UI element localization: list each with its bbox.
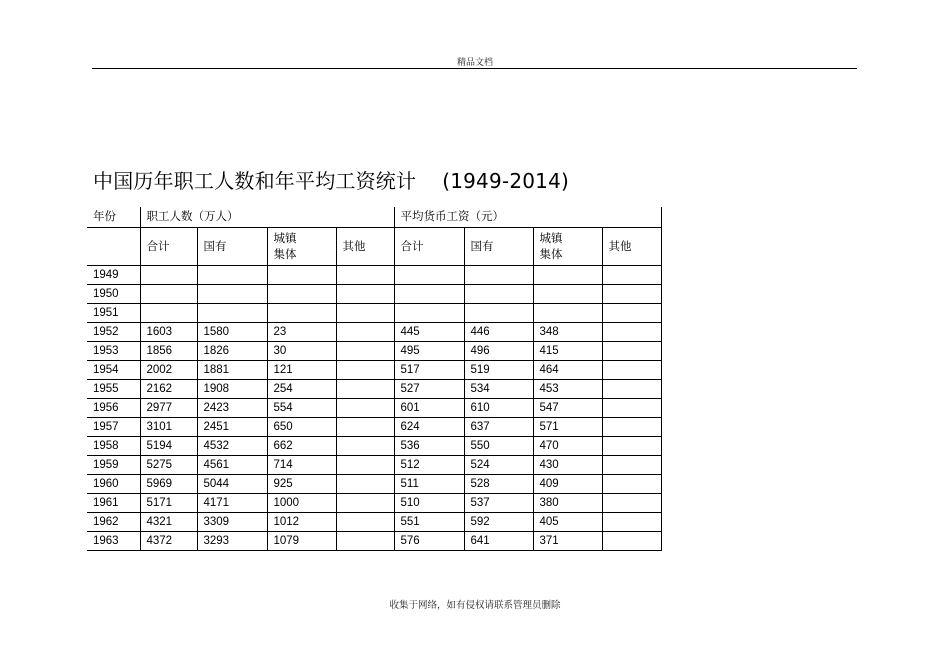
year-subheader-blank bbox=[87, 228, 140, 266]
workers-other-header: 其他 bbox=[336, 228, 394, 266]
title-year-range: (1949-2014) bbox=[442, 169, 570, 193]
year-cell: 1962 bbox=[87, 513, 140, 532]
wages-collective-header bbox=[533, 228, 602, 266]
workers-group-header: 职工人数（万人） bbox=[140, 207, 394, 228]
year-cell: 1954 bbox=[87, 361, 140, 380]
workers-state-cell: 2423 bbox=[197, 399, 267, 418]
workers-state-cell: 1908 bbox=[197, 380, 267, 399]
workers-other-cell bbox=[336, 494, 394, 513]
wages-state-cell bbox=[464, 285, 533, 304]
wages-total-cell: 551 bbox=[394, 513, 464, 532]
wages-total-cell: 512 bbox=[394, 456, 464, 475]
header-divider bbox=[92, 68, 857, 69]
wages-total-cell: 511 bbox=[394, 475, 464, 494]
workers-other-cell bbox=[336, 437, 394, 456]
wages-total-cell: 536 bbox=[394, 437, 464, 456]
year-cell: 1952 bbox=[87, 323, 140, 342]
year-cell: 1959 bbox=[87, 456, 140, 475]
workers-total-cell: 1856 bbox=[140, 342, 197, 361]
workers-collective-line2: 集体 bbox=[273, 248, 297, 261]
wages-state-cell: 610 bbox=[464, 399, 533, 418]
workers-total-cell: 1603 bbox=[140, 323, 197, 342]
workers-other-cell bbox=[336, 361, 394, 380]
wages-collective-cell bbox=[533, 285, 602, 304]
wages-other-cell bbox=[602, 361, 661, 380]
year-cell: 1958 bbox=[87, 437, 140, 456]
wages-state-cell: 592 bbox=[464, 513, 533, 532]
wages-collective-cell: 348 bbox=[533, 323, 602, 342]
page-footer-text: 收集于网络，如有侵权请联系管理员删除 bbox=[389, 600, 561, 611]
workers-state-cell: 4532 bbox=[197, 437, 267, 456]
wages-collective-cell: 415 bbox=[533, 342, 602, 361]
wages-collective-cell: 430 bbox=[533, 456, 602, 475]
workers-state-cell: 1580 bbox=[197, 323, 267, 342]
table-row bbox=[87, 285, 661, 304]
page-header-text: 精品文档 bbox=[456, 58, 493, 68]
wage-statistics-table bbox=[87, 207, 662, 551]
wages-total-cell bbox=[394, 266, 464, 285]
workers-total-cell: 4321 bbox=[140, 513, 197, 532]
wages-collective-cell: 453 bbox=[533, 380, 602, 399]
workers-other-cell bbox=[336, 475, 394, 494]
table-row bbox=[87, 437, 661, 456]
wages-state-cell: 534 bbox=[464, 380, 533, 399]
table-row bbox=[87, 361, 661, 380]
workers-total-cell bbox=[140, 285, 197, 304]
workers-collective-cell: 254 bbox=[267, 380, 336, 399]
wages-other-cell bbox=[602, 304, 661, 323]
workers-collective-cell: 1012 bbox=[267, 513, 336, 532]
wages-collective-cell: 470 bbox=[533, 437, 602, 456]
wages-other-cell bbox=[602, 456, 661, 475]
year-column-header: 年份 bbox=[87, 207, 140, 228]
workers-state-cell: 3309 bbox=[197, 513, 267, 532]
wages-state-cell: 446 bbox=[464, 323, 533, 342]
header-row-groups bbox=[87, 207, 661, 228]
wages-total-header: 合计 bbox=[394, 228, 464, 266]
wages-other-cell bbox=[602, 513, 661, 532]
workers-state-cell bbox=[197, 285, 267, 304]
wages-state-cell bbox=[464, 266, 533, 285]
workers-collective-cell bbox=[267, 266, 336, 285]
workers-state-cell: 1826 bbox=[197, 342, 267, 361]
workers-collective-cell: 662 bbox=[267, 437, 336, 456]
wages-total-cell: 517 bbox=[394, 361, 464, 380]
workers-state-cell bbox=[197, 266, 267, 285]
workers-state-cell: 3293 bbox=[197, 532, 267, 551]
year-cell: 1955 bbox=[87, 380, 140, 399]
workers-collective-cell: 23 bbox=[267, 323, 336, 342]
workers-state-cell bbox=[197, 304, 267, 323]
workers-total-cell bbox=[140, 304, 197, 323]
wages-other-cell bbox=[602, 494, 661, 513]
wages-state-cell: 519 bbox=[464, 361, 533, 380]
workers-collective-cell bbox=[267, 285, 336, 304]
workers-other-cell bbox=[336, 456, 394, 475]
wages-other-cell bbox=[602, 437, 661, 456]
wages-collective-cell: 464 bbox=[533, 361, 602, 380]
wages-total-cell: 510 bbox=[394, 494, 464, 513]
workers-state-cell: 4561 bbox=[197, 456, 267, 475]
workers-collective-cell: 650 bbox=[267, 418, 336, 437]
wages-total-cell: 527 bbox=[394, 380, 464, 399]
wages-state-header: 国有 bbox=[464, 228, 533, 266]
wages-total-cell: 445 bbox=[394, 323, 464, 342]
year-cell: 1956 bbox=[87, 399, 140, 418]
wages-state-cell: 524 bbox=[464, 456, 533, 475]
year-cell: 1953 bbox=[87, 342, 140, 361]
table-row bbox=[87, 475, 661, 494]
wages-state-cell: 537 bbox=[464, 494, 533, 513]
table-body bbox=[87, 266, 661, 551]
table-row bbox=[87, 266, 661, 285]
workers-state-cell: 5044 bbox=[197, 475, 267, 494]
table-row bbox=[87, 399, 661, 418]
workers-other-cell bbox=[336, 342, 394, 361]
workers-state-cell: 1881 bbox=[197, 361, 267, 380]
header-row-subcolumns bbox=[87, 228, 661, 266]
wages-other-cell bbox=[602, 285, 661, 304]
workers-other-cell bbox=[336, 399, 394, 418]
table-row bbox=[87, 304, 661, 323]
workers-other-cell bbox=[336, 418, 394, 437]
wages-state-cell: 496 bbox=[464, 342, 533, 361]
wages-state-cell: 641 bbox=[464, 532, 533, 551]
wages-other-cell bbox=[602, 342, 661, 361]
workers-other-cell bbox=[336, 380, 394, 399]
year-cell: 1951 bbox=[87, 304, 140, 323]
wages-total-cell: 495 bbox=[394, 342, 464, 361]
wages-collective-cell bbox=[533, 304, 602, 323]
workers-state-header: 国有 bbox=[197, 228, 267, 266]
workers-total-cell: 3101 bbox=[140, 418, 197, 437]
wages-collective-cell: 571 bbox=[533, 418, 602, 437]
workers-total-cell: 2162 bbox=[140, 380, 197, 399]
wages-collective-line2: 集体 bbox=[539, 248, 563, 261]
wages-total-cell bbox=[394, 285, 464, 304]
wages-collective-cell: 547 bbox=[533, 399, 602, 418]
wages-collective-line1: 城镇 bbox=[539, 232, 563, 245]
wages-group-header: 平均货币工资（元） bbox=[394, 207, 661, 228]
wages-other-header: 其他 bbox=[602, 228, 661, 266]
year-cell: 1963 bbox=[87, 532, 140, 551]
table-row bbox=[87, 532, 661, 551]
wages-total-cell: 601 bbox=[394, 399, 464, 418]
workers-total-cell: 2977 bbox=[140, 399, 197, 418]
wages-total-cell: 624 bbox=[394, 418, 464, 437]
workers-collective-header bbox=[267, 228, 336, 266]
wages-total-cell bbox=[394, 304, 464, 323]
workers-total-cell: 5969 bbox=[140, 475, 197, 494]
workers-total-cell: 4372 bbox=[140, 532, 197, 551]
workers-total-header: 合计 bbox=[140, 228, 197, 266]
workers-collective-cell: 714 bbox=[267, 456, 336, 475]
table-row bbox=[87, 513, 661, 532]
wages-total-cell: 576 bbox=[394, 532, 464, 551]
workers-other-cell bbox=[336, 513, 394, 532]
table-row bbox=[87, 456, 661, 475]
workers-collective-cell: 1000 bbox=[267, 494, 336, 513]
workers-other-cell bbox=[336, 266, 394, 285]
wages-collective-cell: 405 bbox=[533, 513, 602, 532]
workers-collective-cell: 121 bbox=[267, 361, 336, 380]
workers-collective-cell: 30 bbox=[267, 342, 336, 361]
workers-collective-cell: 925 bbox=[267, 475, 336, 494]
year-cell: 1961 bbox=[87, 494, 140, 513]
workers-other-cell bbox=[336, 285, 394, 304]
wages-other-cell bbox=[602, 380, 661, 399]
table-row bbox=[87, 380, 661, 399]
wages-other-cell bbox=[602, 266, 661, 285]
workers-total-cell: 5194 bbox=[140, 437, 197, 456]
year-cell: 1950 bbox=[87, 285, 140, 304]
year-cell: 1960 bbox=[87, 475, 140, 494]
workers-collective-cell: 554 bbox=[267, 399, 336, 418]
table-row bbox=[87, 342, 661, 361]
wages-other-cell bbox=[602, 399, 661, 418]
wages-state-cell bbox=[464, 304, 533, 323]
workers-total-cell bbox=[140, 266, 197, 285]
wages-collective-cell bbox=[533, 266, 602, 285]
workers-state-cell: 2451 bbox=[197, 418, 267, 437]
workers-collective-cell bbox=[267, 304, 336, 323]
wages-collective-cell: 409 bbox=[533, 475, 602, 494]
wages-other-cell bbox=[602, 418, 661, 437]
title-main: 中国历年职工人数和年平均工资统计 bbox=[93, 169, 417, 193]
workers-total-cell: 2002 bbox=[140, 361, 197, 380]
wages-state-cell: 637 bbox=[464, 418, 533, 437]
workers-state-cell: 4171 bbox=[197, 494, 267, 513]
document-title bbox=[93, 165, 569, 194]
table-row bbox=[87, 418, 661, 437]
workers-collective-line1: 城镇 bbox=[273, 232, 297, 245]
table-row bbox=[87, 494, 661, 513]
table-row bbox=[87, 323, 661, 342]
workers-other-cell bbox=[336, 323, 394, 342]
workers-total-cell: 5171 bbox=[140, 494, 197, 513]
workers-total-cell: 5275 bbox=[140, 456, 197, 475]
wages-collective-cell: 371 bbox=[533, 532, 602, 551]
wages-other-cell bbox=[602, 323, 661, 342]
workers-other-cell bbox=[336, 304, 394, 323]
wages-other-cell bbox=[602, 475, 661, 494]
wages-collective-cell: 380 bbox=[533, 494, 602, 513]
wages-state-cell: 528 bbox=[464, 475, 533, 494]
wages-other-cell bbox=[602, 532, 661, 551]
workers-other-cell bbox=[336, 532, 394, 551]
year-cell: 1949 bbox=[87, 266, 140, 285]
workers-collective-cell: 1079 bbox=[267, 532, 336, 551]
wages-state-cell: 550 bbox=[464, 437, 533, 456]
year-cell: 1957 bbox=[87, 418, 140, 437]
